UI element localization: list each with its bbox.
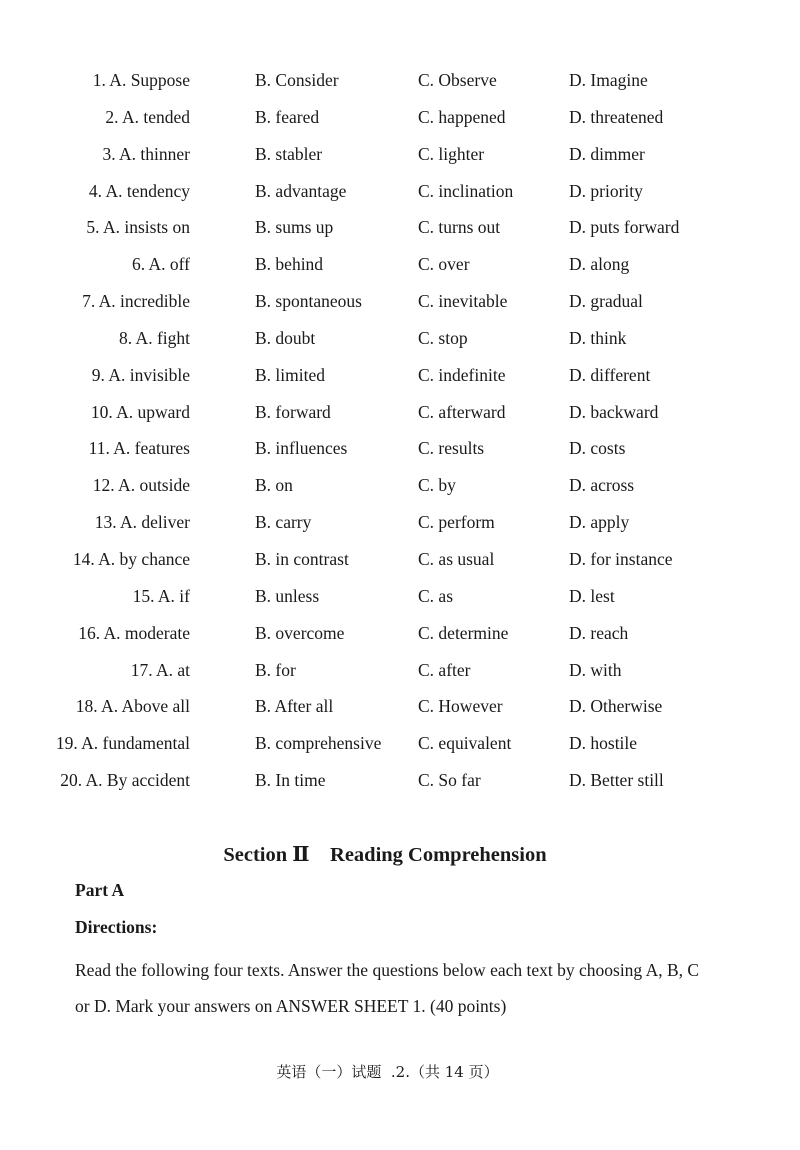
question-row [0, 283, 800, 320]
option-c: C. Observe [418, 70, 497, 90]
option-a: 17. A. at [130, 659, 190, 680]
option-c: C. by [418, 475, 456, 496]
page-footer: 英语（一）试题 .2.（共 14 页） [276, 1063, 499, 1081]
option-a: 8. A. fight [119, 327, 190, 348]
option-c: C. inclination [418, 180, 514, 201]
option-c: C. equivalent [418, 733, 512, 754]
option-c: C. results [418, 438, 485, 459]
option-d: D. with [569, 659, 622, 680]
question-row [0, 762, 800, 799]
option-b: B. advantage [255, 180, 347, 201]
option-a: 14. A. by chance [72, 548, 190, 569]
option-c: C. perform [418, 512, 495, 533]
option-b: B. feared [255, 106, 320, 127]
option-b: B. comprehensive [255, 733, 382, 754]
option-a: 20. A. By accident [60, 770, 190, 791]
directions-label: Directions: [75, 917, 158, 937]
option-b: B. doubt [255, 327, 316, 348]
option-c: C. determine [418, 622, 509, 643]
option-b: B. In time [255, 770, 326, 791]
question-row [0, 62, 800, 99]
option-a: 19. A. fundamental [55, 733, 190, 754]
option-b: B. in contrast [255, 548, 349, 569]
question-row [0, 430, 800, 467]
option-a: 11. A. features [88, 438, 190, 459]
option-a: 5. A. insists on [86, 217, 190, 238]
cloze-options [0, 62, 800, 799]
option-b: B. spontaneous [255, 291, 362, 312]
question-row [0, 246, 800, 283]
option-c: C. after [418, 659, 471, 680]
question-row [0, 578, 800, 615]
question-row [0, 173, 800, 210]
question-row [0, 541, 800, 578]
question-row [0, 688, 800, 725]
option-a: 3. A. thinner [102, 143, 190, 164]
option-d: D. along [569, 254, 630, 275]
question-row [0, 725, 800, 762]
option-d: D. for instance [569, 548, 673, 569]
option-c: C. as [418, 585, 453, 606]
option-d: D. Imagine [569, 70, 648, 90]
option-c: C. over [418, 254, 470, 275]
option-d: D. across [569, 475, 635, 496]
option-b: B. influences [255, 438, 348, 459]
question-row [0, 99, 800, 136]
option-b: B. unless [255, 585, 320, 606]
option-d: D. apply [569, 512, 630, 533]
option-d: D. backward [569, 401, 659, 422]
option-b: B. for [255, 659, 296, 680]
option-d: D. think [569, 327, 627, 348]
question-row [0, 209, 800, 246]
part-heading: Part A [75, 880, 125, 900]
option-d: D. different [569, 364, 651, 385]
option-c: C. So far [418, 770, 481, 791]
option-b: B. After all [255, 696, 334, 717]
option-c: C. turns out [418, 217, 501, 238]
question-row [0, 504, 800, 541]
option-c: C. afterward [418, 401, 506, 422]
option-b: B. stabler [255, 143, 323, 164]
option-c: C. happened [418, 106, 506, 127]
option-b: B. overcome [255, 622, 345, 643]
question-row [0, 394, 800, 431]
option-a: 15. A. if [132, 585, 190, 606]
question-row [0, 652, 800, 689]
option-d: D. Better still [569, 770, 664, 791]
option-d: D. lest [569, 585, 615, 606]
option-a: 12. A. outside [92, 475, 190, 496]
option-a: 13. A. deliver [94, 512, 190, 533]
option-b: B. sums up [255, 217, 334, 238]
option-d: D. threatened [569, 106, 664, 127]
question-row [0, 615, 800, 652]
option-a: 10. A. upward [90, 401, 190, 422]
option-c: C. as usual [418, 548, 495, 569]
option-a: 1. A. Suppose [92, 70, 190, 90]
option-d: D. dimmer [569, 143, 645, 164]
option-c: C. lighter [418, 143, 485, 164]
option-d: D. reach [569, 622, 629, 643]
question-row [0, 320, 800, 357]
option-d: D. puts forward [569, 217, 680, 238]
option-b: B. behind [255, 254, 324, 275]
option-a: 4. A. tendency [88, 180, 190, 201]
option-b: B. forward [255, 401, 331, 422]
option-c: C. inevitable [418, 291, 508, 312]
section-title: Section Ⅱ Reading Comprehension [223, 844, 547, 866]
question-row [0, 357, 800, 394]
option-c: C. stop [418, 327, 468, 348]
option-b: B. Consider [255, 70, 339, 90]
option-a: 7. A. incredible [82, 291, 190, 312]
option-c: C. However [418, 696, 503, 717]
option-c: C. indefinite [418, 364, 506, 385]
option-b: B. limited [255, 364, 325, 385]
question-row [0, 136, 800, 173]
option-d: D. priority [569, 180, 643, 201]
directions-text: Read the following four texts. Answer the questions below each text by choosing A, B, C or D. Mark your answers on ANSWER SHEET 1. (40 points) [75, 960, 700, 1016]
option-b: B. on [255, 475, 293, 496]
option-a: 6. A. off [131, 254, 190, 275]
option-d: D. gradual [569, 291, 643, 312]
option-d: D. Otherwise [569, 696, 663, 717]
option-a: 16. A. moderate [78, 622, 190, 643]
option-d: D. hostile [569, 733, 638, 754]
option-b: B. carry [255, 512, 312, 533]
question-row [0, 467, 800, 504]
option-a: 18. A. Above all [75, 696, 190, 717]
option-a: 2. A. tended [105, 106, 190, 127]
option-d: D. costs [569, 438, 626, 459]
option-a: 9. A. invisible [91, 364, 190, 385]
